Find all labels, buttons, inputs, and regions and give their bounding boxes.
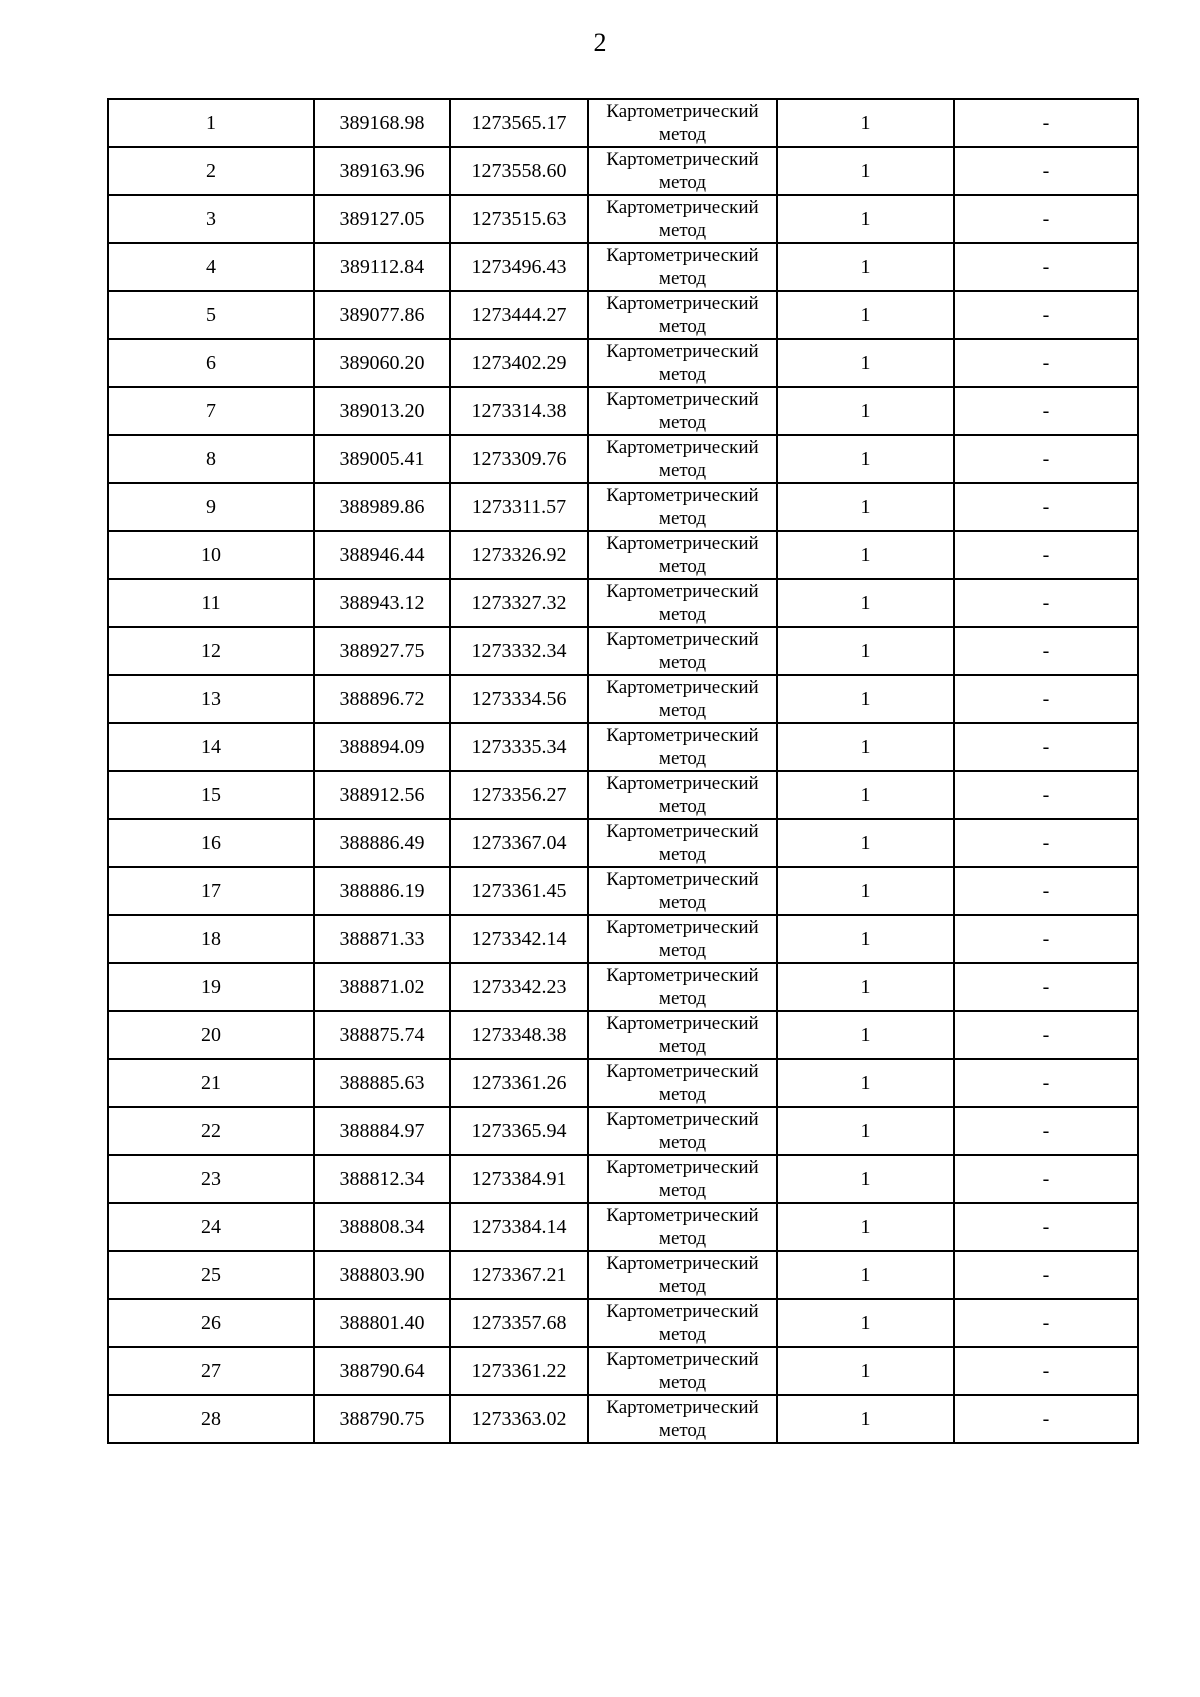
table-row [108, 147, 1138, 195]
y-coordinate-cell: 1273357.68 [450, 1299, 588, 1347]
table-row [108, 963, 1138, 1011]
table-row [108, 1011, 1138, 1059]
y-coordinate-cell: 1273335.34 [450, 723, 588, 771]
accuracy-cell: 1 [777, 99, 954, 147]
y-coordinate-cell: 1273361.22 [450, 1347, 588, 1395]
note-cell: - [954, 867, 1138, 915]
x-coordinate-cell: 388946.44 [314, 531, 450, 579]
point-number-cell: 27 [108, 1347, 314, 1395]
method-cell: Картометрический метод [588, 867, 777, 915]
x-coordinate-cell: 388812.34 [314, 1155, 450, 1203]
y-coordinate-cell: 1273348.38 [450, 1011, 588, 1059]
table-row [108, 435, 1138, 483]
table-row [108, 483, 1138, 531]
x-coordinate-cell: 389060.20 [314, 339, 450, 387]
point-number-cell: 12 [108, 627, 314, 675]
accuracy-cell: 1 [777, 531, 954, 579]
table-row [108, 1347, 1138, 1395]
note-cell: - [954, 675, 1138, 723]
method-cell: Картометрический метод [588, 1251, 777, 1299]
note-cell: - [954, 963, 1138, 1011]
accuracy-cell: 1 [777, 291, 954, 339]
x-coordinate-cell: 388803.90 [314, 1251, 450, 1299]
note-cell: - [954, 1011, 1138, 1059]
note-cell: - [954, 1059, 1138, 1107]
x-coordinate-cell: 388875.74 [314, 1011, 450, 1059]
y-coordinate-cell: 1273327.32 [450, 579, 588, 627]
accuracy-cell: 1 [777, 1155, 954, 1203]
accuracy-cell: 1 [777, 435, 954, 483]
y-coordinate-cell: 1273444.27 [450, 291, 588, 339]
point-number-cell: 16 [108, 819, 314, 867]
accuracy-cell: 1 [777, 579, 954, 627]
x-coordinate-cell: 388912.56 [314, 771, 450, 819]
y-coordinate-cell: 1273326.92 [450, 531, 588, 579]
y-coordinate-cell: 1273402.29 [450, 339, 588, 387]
point-number-cell: 15 [108, 771, 314, 819]
point-number-cell: 11 [108, 579, 314, 627]
y-coordinate-cell: 1273314.38 [450, 387, 588, 435]
method-cell: Картометрический метод [588, 579, 777, 627]
x-coordinate-cell: 388886.49 [314, 819, 450, 867]
accuracy-cell: 1 [777, 339, 954, 387]
x-coordinate-cell: 388989.86 [314, 483, 450, 531]
accuracy-cell: 1 [777, 1251, 954, 1299]
accuracy-cell: 1 [777, 1059, 954, 1107]
note-cell: - [954, 531, 1138, 579]
table-row [108, 387, 1138, 435]
x-coordinate-cell: 389112.84 [314, 243, 450, 291]
point-number-cell: 2 [108, 147, 314, 195]
point-number-cell: 23 [108, 1155, 314, 1203]
point-number-cell: 9 [108, 483, 314, 531]
accuracy-cell: 1 [777, 675, 954, 723]
accuracy-cell: 1 [777, 147, 954, 195]
point-number-cell: 26 [108, 1299, 314, 1347]
y-coordinate-cell: 1273565.17 [450, 99, 588, 147]
method-cell: Картометрический метод [588, 291, 777, 339]
point-number-cell: 21 [108, 1059, 314, 1107]
note-cell: - [954, 1395, 1138, 1443]
note-cell: - [954, 339, 1138, 387]
table-row [108, 915, 1138, 963]
method-cell: Картометрический метод [588, 243, 777, 291]
table-row [108, 195, 1138, 243]
y-coordinate-cell: 1273367.21 [450, 1251, 588, 1299]
table-row [108, 1395, 1138, 1443]
y-coordinate-cell: 1273361.45 [450, 867, 588, 915]
y-coordinate-cell: 1273342.23 [450, 963, 588, 1011]
point-number-cell: 1 [108, 99, 314, 147]
coordinates-table-body [108, 99, 1138, 1443]
note-cell: - [954, 579, 1138, 627]
x-coordinate-cell: 388871.33 [314, 915, 450, 963]
note-cell: - [954, 243, 1138, 291]
method-cell: Картометрический метод [588, 147, 777, 195]
table-row [108, 99, 1138, 147]
method-cell: Картометрический метод [588, 723, 777, 771]
accuracy-cell: 1 [777, 915, 954, 963]
table-row [108, 579, 1138, 627]
x-coordinate-cell: 388943.12 [314, 579, 450, 627]
accuracy-cell: 1 [777, 1203, 954, 1251]
coordinates-table [107, 98, 1139, 1444]
note-cell: - [954, 1155, 1138, 1203]
point-number-cell: 28 [108, 1395, 314, 1443]
table-row [108, 1203, 1138, 1251]
x-coordinate-cell: 389005.41 [314, 435, 450, 483]
accuracy-cell: 1 [777, 1347, 954, 1395]
page-number: 2 [593, 28, 607, 57]
accuracy-cell: 1 [777, 1011, 954, 1059]
y-coordinate-cell: 1273367.04 [450, 819, 588, 867]
point-number-cell: 13 [108, 675, 314, 723]
table-row [108, 291, 1138, 339]
accuracy-cell: 1 [777, 867, 954, 915]
note-cell: - [954, 291, 1138, 339]
table-row [108, 1299, 1138, 1347]
method-cell: Картометрический метод [588, 963, 777, 1011]
accuracy-cell: 1 [777, 723, 954, 771]
note-cell: - [954, 387, 1138, 435]
point-number-cell: 20 [108, 1011, 314, 1059]
point-number-cell: 7 [108, 387, 314, 435]
y-coordinate-cell: 1273515.63 [450, 195, 588, 243]
y-coordinate-cell: 1273309.76 [450, 435, 588, 483]
table-row [108, 1059, 1138, 1107]
accuracy-cell: 1 [777, 195, 954, 243]
method-cell: Картометрический метод [588, 339, 777, 387]
y-coordinate-cell: 1273384.14 [450, 1203, 588, 1251]
x-coordinate-cell: 388927.75 [314, 627, 450, 675]
accuracy-cell: 1 [777, 963, 954, 1011]
y-coordinate-cell: 1273342.14 [450, 915, 588, 963]
note-cell: - [954, 1203, 1138, 1251]
x-coordinate-cell: 388886.19 [314, 867, 450, 915]
accuracy-cell: 1 [777, 483, 954, 531]
x-coordinate-cell: 388896.72 [314, 675, 450, 723]
note-cell: - [954, 195, 1138, 243]
accuracy-cell: 1 [777, 771, 954, 819]
x-coordinate-cell: 389168.98 [314, 99, 450, 147]
point-number-cell: 18 [108, 915, 314, 963]
accuracy-cell: 1 [777, 387, 954, 435]
note-cell: - [954, 1299, 1138, 1347]
note-cell: - [954, 483, 1138, 531]
y-coordinate-cell: 1273311.57 [450, 483, 588, 531]
method-cell: Картометрический метод [588, 435, 777, 483]
method-cell: Картометрический метод [588, 771, 777, 819]
y-coordinate-cell: 1273334.56 [450, 675, 588, 723]
x-coordinate-cell: 388790.64 [314, 1347, 450, 1395]
note-cell: - [954, 1251, 1138, 1299]
accuracy-cell: 1 [777, 627, 954, 675]
point-number-cell: 17 [108, 867, 314, 915]
accuracy-cell: 1 [777, 1299, 954, 1347]
point-number-cell: 19 [108, 963, 314, 1011]
point-number-cell: 14 [108, 723, 314, 771]
method-cell: Картометрический метод [588, 1011, 777, 1059]
method-cell: Картометрический метод [588, 1155, 777, 1203]
note-cell: - [954, 723, 1138, 771]
table-row [108, 819, 1138, 867]
table-row [108, 771, 1138, 819]
table-row [108, 1107, 1138, 1155]
note-cell: - [954, 1107, 1138, 1155]
method-cell: Картометрический метод [588, 1107, 777, 1155]
table-row [108, 723, 1138, 771]
x-coordinate-cell: 389163.96 [314, 147, 450, 195]
method-cell: Картометрический метод [588, 627, 777, 675]
method-cell: Картометрический метод [588, 675, 777, 723]
accuracy-cell: 1 [777, 1107, 954, 1155]
accuracy-cell: 1 [777, 1395, 954, 1443]
table-row [108, 1251, 1138, 1299]
note-cell: - [954, 627, 1138, 675]
point-number-cell: 10 [108, 531, 314, 579]
note-cell: - [954, 147, 1138, 195]
method-cell: Картометрический метод [588, 1299, 777, 1347]
x-coordinate-cell: 388801.40 [314, 1299, 450, 1347]
x-coordinate-cell: 388808.34 [314, 1203, 450, 1251]
method-cell: Картометрический метод [588, 195, 777, 243]
table-row [108, 675, 1138, 723]
method-cell: Картометрический метод [588, 1347, 777, 1395]
x-coordinate-cell: 388894.09 [314, 723, 450, 771]
x-coordinate-cell: 388790.75 [314, 1395, 450, 1443]
y-coordinate-cell: 1273361.26 [450, 1059, 588, 1107]
point-number-cell: 24 [108, 1203, 314, 1251]
x-coordinate-cell: 388871.02 [314, 963, 450, 1011]
method-cell: Картометрический метод [588, 1203, 777, 1251]
point-number-cell: 25 [108, 1251, 314, 1299]
point-number-cell: 3 [108, 195, 314, 243]
method-cell: Картометрический метод [588, 915, 777, 963]
y-coordinate-cell: 1273356.27 [450, 771, 588, 819]
method-cell: Картометрический метод [588, 531, 777, 579]
y-coordinate-cell: 1273363.02 [450, 1395, 588, 1443]
y-coordinate-cell: 1273384.91 [450, 1155, 588, 1203]
x-coordinate-cell: 388885.63 [314, 1059, 450, 1107]
x-coordinate-cell: 389077.86 [314, 291, 450, 339]
method-cell: Картометрический метод [588, 387, 777, 435]
method-cell: Картометрический метод [588, 1059, 777, 1107]
point-number-cell: 5 [108, 291, 314, 339]
table-row [108, 339, 1138, 387]
y-coordinate-cell: 1273332.34 [450, 627, 588, 675]
method-cell: Картометрический метод [588, 483, 777, 531]
note-cell: - [954, 435, 1138, 483]
table-row [108, 243, 1138, 291]
table-row [108, 867, 1138, 915]
method-cell: Картометрический метод [588, 99, 777, 147]
x-coordinate-cell: 389013.20 [314, 387, 450, 435]
x-coordinate-cell: 389127.05 [314, 195, 450, 243]
y-coordinate-cell: 1273558.60 [450, 147, 588, 195]
y-coordinate-cell: 1273496.43 [450, 243, 588, 291]
note-cell: - [954, 819, 1138, 867]
point-number-cell: 6 [108, 339, 314, 387]
method-cell: Картометрический метод [588, 819, 777, 867]
x-coordinate-cell: 388884.97 [314, 1107, 450, 1155]
table-row [108, 1155, 1138, 1203]
note-cell: - [954, 1347, 1138, 1395]
note-cell: - [954, 915, 1138, 963]
point-number-cell: 8 [108, 435, 314, 483]
point-number-cell: 4 [108, 243, 314, 291]
point-number-cell: 22 [108, 1107, 314, 1155]
note-cell: - [954, 99, 1138, 147]
accuracy-cell: 1 [777, 243, 954, 291]
accuracy-cell: 1 [777, 819, 954, 867]
method-cell: Картометрический метод [588, 1395, 777, 1443]
y-coordinate-cell: 1273365.94 [450, 1107, 588, 1155]
note-cell: - [954, 771, 1138, 819]
table-row [108, 531, 1138, 579]
table-row [108, 627, 1138, 675]
